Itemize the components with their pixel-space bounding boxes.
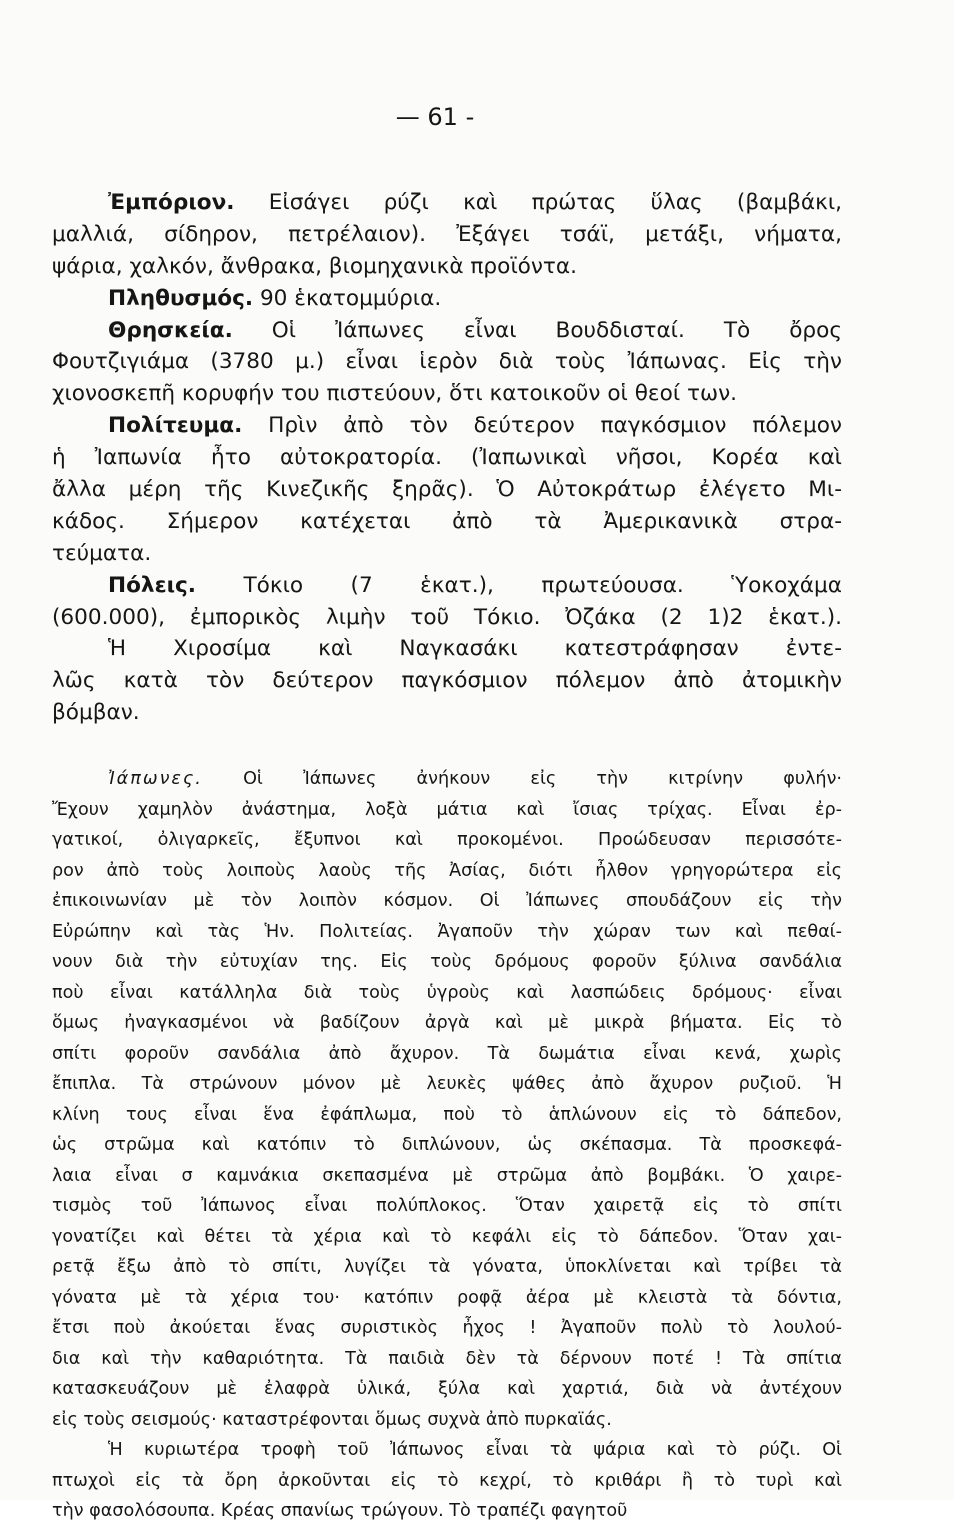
text-line xyxy=(52,795,842,826)
line-text: λῶς κατὰ τὸν δεύτερον παγκόσμιον πόλεμον ἀπὸ ἀτομικὴν xyxy=(52,668,842,694)
line-text: Εἰσάγει ρύζι καὶ πρώτας ὕλας (βαμβάκι, xyxy=(234,190,842,215)
line-text: γονατίζει καὶ θέτει τὰ χέρια καὶ τὸ κεφάλι εἰς τὸ δάπεδον. Ὅταν χαι- xyxy=(52,1226,842,1247)
line-text: ἔτσι ποὺ ἀκούεται ἕνας συριστικὸς ἦχος ! Ἀγαποῦν πολὺ τὸ λουλού- xyxy=(52,1318,842,1338)
line-text: τεύματα. xyxy=(52,540,152,566)
line-text: ἡ Ἰαπωνία ἦτο αὐτοκρατορία. (Ἰαπωνικαὶ νῆσοι, Κορέα καὶ xyxy=(52,445,842,471)
line-text: κάδος. Σήμερον κατέχεται ἀπὸ τὰ Ἀμερικανικὰ στρα- xyxy=(52,508,842,534)
text-line xyxy=(52,1069,842,1100)
text-line xyxy=(52,1222,842,1253)
paragraph-heading: Ἰάπωνες. xyxy=(108,769,203,789)
line-text: τὴν φασολόσουπα. Κρέας σπανίως τρώγουν. Τὸ τραπέζι φαγητοῦ xyxy=(52,1501,628,1521)
text-line xyxy=(52,1100,842,1131)
line-text: μαλλιά, σίδηρον, πετρέλαιον). Ἐξάγει τσάϊ, μετάξι, νήματα, xyxy=(52,221,842,247)
text-line xyxy=(52,570,842,602)
page-number: — 61 - xyxy=(395,103,475,131)
paragraph-heading: Πολίτευμα. xyxy=(108,413,243,439)
text-line xyxy=(52,1313,842,1344)
country-facts-section xyxy=(52,187,842,729)
line-text: ὡς στρῶμα καὶ κατόπιν τὸ διπλώνουν, ὡς σκέπασμα. Τὰ προσκεφά- xyxy=(52,1135,842,1155)
line-text: ρον ἀπὸ τοὺς λοιποὺς λαοὺς τῆς Ἀσίας, διότι ἦλθον γρηγορώτερα εἰς xyxy=(52,860,842,881)
line-text: τισμὸς τοῦ Ἰάπωνος εἶναι πολύπλοκος. Ὅταν χαιρετᾷ εἰς τὸ σπίτι xyxy=(52,1196,842,1216)
paragraph-heading: Ἐμπόριον. xyxy=(108,190,235,215)
paragraph-heading: Θρησκεία. xyxy=(108,317,233,343)
text-line xyxy=(52,283,842,315)
text-line xyxy=(52,410,842,442)
text-line xyxy=(52,1374,842,1405)
text-line xyxy=(52,856,842,887)
text-line xyxy=(52,1039,842,1070)
line-text: Τόκιο (7 ἑκατ.), πρωτεύουσα. Ὑοκοχάμα xyxy=(196,572,842,598)
text-line xyxy=(52,697,842,729)
line-text: ἄλλα μέρη τῆς Κινεζικῆς ξηρᾶς). Ὁ Αὐτοκράτωρ ἐλέγετο Μι- xyxy=(52,477,842,503)
line-text: 90 ἑκατομμύρια. xyxy=(253,285,442,311)
japanese-people-section xyxy=(52,764,842,1527)
line-text: (600.000), ἐμπορικὸς λιμὴν τοῦ Τόκιο. Ὀζάκα (2 1)2 ἑκατ.). xyxy=(52,604,842,630)
line-text: πτωχοὶ εἰς τὰ ὄρη ἀρκοῦνται εἰς τὸ κεχρί, τὸ κριθάρι ἢ τὸ τυρὶ καὶ xyxy=(52,1470,842,1491)
text-line xyxy=(52,1252,842,1283)
text-line xyxy=(52,825,842,856)
paragraph-heading: Πληθυσμός. xyxy=(108,285,254,311)
line-text: ψάρια, χαλκόν, ἄνθρακα, βιομηχανικὰ προϊόντα. xyxy=(52,253,578,279)
line-text: ὅμως ἠναγκασμένοι νὰ βαδίζουν ἀργὰ καὶ μὲ μικρὰ βήματα. Εἰς τὸ xyxy=(52,1013,842,1033)
text-line xyxy=(52,665,842,697)
text-line xyxy=(52,1435,842,1466)
paragraph-heading: Πόλεις. xyxy=(108,572,197,598)
text-line xyxy=(52,1344,842,1375)
text-line xyxy=(52,1466,842,1497)
text-line xyxy=(52,219,842,251)
text-line xyxy=(52,474,842,506)
text-line xyxy=(52,886,842,917)
line-text: βόμβαν. xyxy=(52,700,140,726)
text-line xyxy=(52,378,842,410)
line-text: εἰς τοὺς σεισμούς· καταστρέφονται ὅμως συχνὰ ἀπὸ πυρκαϊάς. xyxy=(52,1409,612,1430)
text-line xyxy=(52,538,842,570)
line-text: γατικοί, ὀλιγαρκεῖς, ἔξυπνοι καὶ προκομένοι. Προώδευσαν περισσότε- xyxy=(52,830,842,850)
line-text: Φουτζιγιάμα (3780 μ.) εἶναι ἱερὸν διὰ τοὺς Ἰάπωνας. Εἰς τὴν xyxy=(52,349,842,375)
text-line xyxy=(52,1405,842,1436)
line-text: ἔπιπλα. Τὰ στρώνουν μόνον μὲ λευκὲς ψάθες ἀπὸ ἄχυρον ρυζιοῦ. Ἡ xyxy=(52,1074,842,1094)
text-line xyxy=(52,315,842,347)
line-text: δια καὶ τὴν καθαριότητα. Τὰ παιδιὰ δὲν τὰ δέρνουν ποτέ ! Τὰ σπίτια xyxy=(52,1348,842,1369)
text-line xyxy=(52,602,842,634)
line-text: Ἔχουν χαμηλὸν ἀνάστημα, λοξὰ μάτια καὶ ἴσιας τρίχας. Εἶναι ἐρ- xyxy=(52,799,842,820)
text-line xyxy=(52,764,842,795)
text-line xyxy=(52,917,842,948)
text-line xyxy=(52,1283,842,1314)
line-text: Οἱ Ἰάπωνες ἀνήκουν εἰς τὴν κιτρίνην φυλήν· xyxy=(202,769,842,789)
line-text: Ἡ κυριωτέρα τροφὴ τοῦ Ἰάπωνος εἶναι τὰ ψάρια καὶ τὸ ρύζι. Οἱ xyxy=(108,1440,842,1460)
line-text: κλίνη τους εἶναι ἕνα ἐφάπλωμα, ποὺ τὸ ἁπλώνουν εἰς τὸ δάπεδον, xyxy=(52,1104,842,1125)
text-line xyxy=(52,633,842,665)
line-text: χιονοσκεπῆ κορυφήν του πιστεύουν, ὅτι κατοικοῦν οἱ θεοί των. xyxy=(52,381,738,407)
line-text: Οἱ Ἰάπωνες εἶναι Βουδδισταί. Τὸ ὄρος xyxy=(232,317,842,343)
text-line xyxy=(52,1161,842,1192)
line-text: νουν διὰ τὴν εὐτυχίαν της. Εἰς τοὺς δρόμους φοροῦν ξύλινα σανδάλια xyxy=(52,952,842,972)
text-line xyxy=(52,1191,842,1222)
text-line xyxy=(52,251,842,283)
line-text: λαια εἶναι σ καμνάκια σκεπασμένα μὲ στρῶμα ἀπὸ βομβάκι. Ὁ χαιρε- xyxy=(52,1165,842,1186)
line-text: Ἡ Χιροσίμα καὶ Ναγκασάκι κατεστράφησαν ἐντε- xyxy=(108,636,842,662)
line-text: γόνατα μὲ τὰ χέρια του· κατόπιν ροφᾷ ἀέρα μὲ κλειστὰ τὰ δόντια, xyxy=(52,1287,842,1308)
text-line xyxy=(52,442,842,474)
text-line xyxy=(52,346,842,378)
line-text: Πρὶν ἀπὸ τὸν δεύτερον παγκόσμιον πόλεμον xyxy=(242,413,842,439)
text-line xyxy=(52,978,842,1009)
text-line xyxy=(52,1130,842,1161)
line-text: σπίτι φοροῦν σανδάλια ἀπὸ ἄχυρον. Τὰ δωμάτια εἶναι κενά, χωρὶς xyxy=(52,1043,842,1064)
line-text: ἐπικοινωνίαν μὲ τὸν λοιπὸν κόσμον. Οἱ Ἰάπωνες σπουδάζουν εἰς τὴν xyxy=(52,891,842,911)
line-text: Εὐρώπην καὶ τὰς Ἡν. Πολιτείας. Ἀγαποῦν τὴν χώραν των καὶ πεθαί- xyxy=(52,921,842,942)
text-line xyxy=(52,947,842,978)
line-text: ποὺ εἶναι κατάλληλα διὰ τοὺς ὑγροὺς καὶ λασπώδεις δρόμους· εἶναι xyxy=(52,982,842,1003)
text-line xyxy=(52,187,842,219)
text-line xyxy=(52,1008,842,1039)
text-line xyxy=(52,1496,842,1527)
line-text: κατασκευάζουν μὲ ἐλαφρὰ ὑλικά, ξύλα καὶ χαρτιά, διὰ νὰ ἀντέχουν xyxy=(52,1379,842,1399)
text-line xyxy=(52,506,842,538)
line-text: ρετᾷ ἔξω ἀπὸ τὸ σπίτι, λυγίζει τὰ γόνατα, ὑποκλίνεται καὶ τρίβει τὰ xyxy=(52,1257,842,1277)
